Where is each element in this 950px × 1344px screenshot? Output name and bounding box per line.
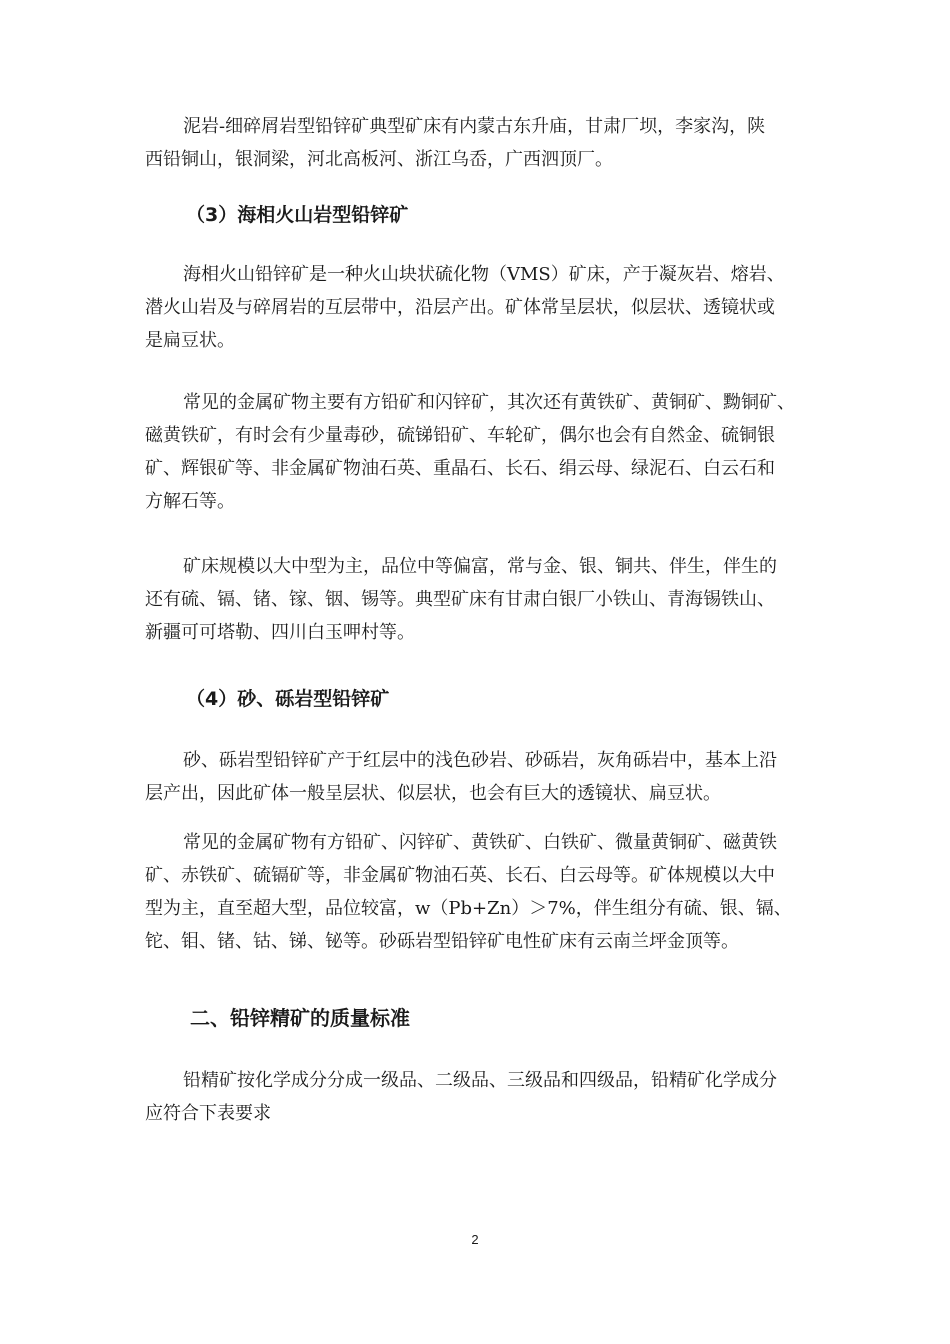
paragraph-vms-minerals <box>145 386 815 518</box>
text-line: 层产出，因此矿体一般呈层状、似层状，也会有巨大的透镜状、扁豆状。 <box>145 783 721 804</box>
text-line: 磁黄铁矿，有时会有少量毒砂，硫锑铅矿、车轮矿，偶尔也会有自然金、硫铜银 <box>145 425 775 446</box>
text-line: 应符合下表要求 <box>145 1103 271 1124</box>
text-line: 方解石等。 <box>145 491 235 512</box>
text-line: 型为主，直至超大型，品位较富，w（Pb+Zn）＞7%，伴生组分有硫、银、镉、 <box>145 898 792 919</box>
text-line: 海相火山铅锌矿是一种火山块状硫化物（VMS）矿床，产于凝灰岩、熔岩、 <box>183 264 785 285</box>
text-line: 矿床规模以大中型为主，品位中等偏富，常与金、银、铜共、伴生，伴生的 <box>183 556 777 577</box>
text-line: 铊、钼、锗、钴、锑、铋等。砂砾岩型铅锌矿电性矿床有云南兰坪金顶等。 <box>145 931 739 952</box>
text-line: 常见的金属矿物主要有方铅矿和闪锌矿，其次还有黄铁矿、黄铜矿、黝铜矿、 <box>183 392 795 413</box>
paragraph-vms-intro <box>145 258 815 357</box>
heading-sandstone-conglomerate: （4）砂、砾岩型铅锌矿 <box>186 688 390 710</box>
text-line: 潜火山岩及与碎屑岩的互层带中，沿层产出。矿体常呈层状，似层状、透镜状或 <box>145 297 775 318</box>
text-line: 铅精矿按化学成分分成一级品、二级品、三级品和四级品，铅精矿化学成分 <box>183 1070 777 1091</box>
text-line: 还有硫、镉、锗、镓、铟、锡等。典型矿床有甘肃白银厂小铁山、青海锡铁山、 <box>145 589 775 610</box>
page-number: 2 <box>471 1232 479 1247</box>
paragraph-vms-scale <box>145 550 815 649</box>
text-line: 矿、辉银矿等、非金属矿物油石英、重晶石、长石、绢云母、绿泥石、白云石和 <box>145 458 775 479</box>
paragraph-mudstone-deposits <box>145 110 815 176</box>
text-line: 常见的金属矿物有方铅矿、闪锌矿、黄铁矿、白铁矿、微量黄铜矿、磁黄铁 <box>183 832 777 853</box>
paragraph-lead-concentrate <box>145 1064 815 1130</box>
text-line: 砂、砾岩型铅锌矿产于红层中的浅色砂岩、砂砾岩，灰角砾岩中，基本上沿 <box>183 750 777 771</box>
text-line: 新疆可可塔勒、四川白玉呷村等。 <box>145 622 415 643</box>
text-line: 泥岩-细碎屑岩型铅锌矿典型矿床有内蒙古东升庙，甘肃厂坝，李家沟，陕 <box>183 116 766 137</box>
text-line: 矿、赤铁矿、硫镉矿等，非金属矿物油石英、长石、白云母等。矿体规模以大中 <box>145 865 775 886</box>
heading-marine-volcanic: （3）海相火山岩型铅锌矿 <box>186 204 409 226</box>
text-line: 西铅铜山，银洞梁，河北高板河、浙江乌岙，广西泗顶厂。 <box>145 149 613 170</box>
paragraph-sandstone-minerals <box>145 826 815 958</box>
heading-quality-standard: 二、铅锌精矿的质量标准 <box>190 1006 410 1030</box>
text-line: 是扁豆状。 <box>145 330 235 351</box>
paragraph-sandstone-intro <box>145 744 815 810</box>
